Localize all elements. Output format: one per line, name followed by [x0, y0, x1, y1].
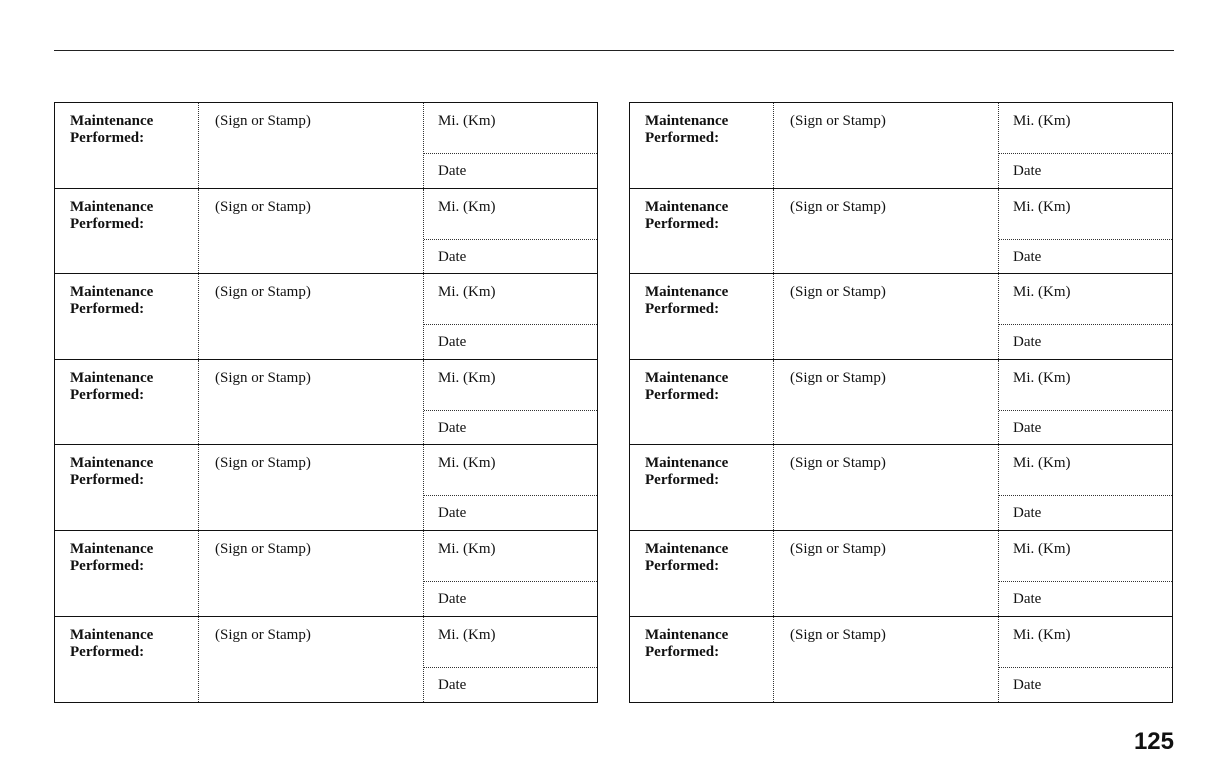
- sign-or-stamp-label: (Sign or Stamp): [790, 455, 886, 472]
- sign-or-stamp-field[interactable]: [198, 189, 423, 274]
- maintenance-performed-label: [645, 370, 728, 404]
- sign-or-stamp-field[interactable]: [773, 531, 998, 616]
- dotted-divider: [999, 667, 1172, 668]
- sign-or-stamp-label: (Sign or Stamp): [790, 626, 886, 643]
- sign-or-stamp-field[interactable]: [773, 617, 998, 703]
- mileage-label: Mi. (Km): [1013, 198, 1071, 215]
- maintenance-label-line2: Performed:: [70, 557, 145, 574]
- maintenance-performed-label: [645, 113, 728, 147]
- mileage-label: Mi. (Km): [438, 369, 496, 386]
- maintenance-log-table-left: [54, 102, 598, 703]
- sign-or-stamp-label: (Sign or Stamp): [215, 198, 311, 215]
- sign-or-stamp-label: (Sign or Stamp): [215, 626, 311, 643]
- maintenance-label-line2: Performed:: [70, 130, 145, 146]
- maintenance-label-line2: Performed:: [645, 301, 720, 318]
- date-label: Date: [1013, 334, 1042, 351]
- date-label: Date: [1013, 505, 1042, 522]
- log-entry: [630, 189, 1172, 275]
- date-label: Date: [438, 590, 467, 607]
- maintenance-label-line1: Maintenance: [70, 626, 154, 643]
- mileage-date-cell: [423, 360, 597, 445]
- mileage-label: Mi. (Km): [1013, 113, 1071, 129]
- dotted-divider: [424, 324, 597, 325]
- mileage-label: Mi. (Km): [438, 198, 496, 215]
- sign-or-stamp-field[interactable]: [773, 189, 998, 274]
- mileage-label: Mi. (Km): [438, 455, 496, 472]
- maintenance-performed-label: [70, 541, 153, 575]
- log-entry: [630, 103, 1172, 189]
- log-entry: [55, 531, 597, 617]
- maintenance-label-line1: Maintenance: [645, 540, 729, 557]
- maintenance-label-line1: Maintenance: [645, 113, 729, 129]
- log-entry: [630, 360, 1172, 446]
- mileage-label: Mi. (Km): [438, 540, 496, 557]
- maintenance-label-line1: Maintenance: [70, 455, 154, 472]
- sign-or-stamp-field[interactable]: [198, 531, 423, 616]
- dotted-divider: [999, 153, 1172, 154]
- maintenance-label-line2: Performed:: [645, 215, 720, 232]
- date-label: Date: [1013, 248, 1042, 265]
- dotted-divider: [999, 581, 1172, 582]
- maintenance-label-line1: Maintenance: [70, 198, 154, 215]
- sign-or-stamp-label: (Sign or Stamp): [215, 455, 311, 472]
- sign-or-stamp-label: (Sign or Stamp): [790, 369, 886, 386]
- mileage-date-cell: [998, 103, 1172, 188]
- maintenance-performed-label: [70, 370, 153, 404]
- date-label: Date: [438, 334, 467, 351]
- mileage-label: Mi. (Km): [438, 626, 496, 643]
- mileage-date-cell: [998, 531, 1172, 616]
- maintenance-label-line2: Performed:: [645, 130, 720, 146]
- sign-or-stamp-field[interactable]: [198, 360, 423, 445]
- dotted-divider: [999, 495, 1172, 496]
- log-entry: [630, 445, 1172, 531]
- mileage-date-cell: [423, 617, 597, 703]
- maintenance-performed-label: [645, 284, 728, 318]
- date-label: Date: [1013, 419, 1042, 436]
- mileage-date-cell: [998, 445, 1172, 530]
- maintenance-label-line1: Maintenance: [645, 455, 729, 472]
- date-label: Date: [438, 163, 467, 179]
- mileage-date-cell: [423, 445, 597, 530]
- maintenance-performed-label: [70, 284, 153, 318]
- sign-or-stamp-field[interactable]: [773, 360, 998, 445]
- maintenance-label-line2: Performed:: [645, 643, 720, 660]
- maintenance-log-table-right: [629, 102, 1173, 703]
- sign-or-stamp-label: (Sign or Stamp): [215, 540, 311, 557]
- dotted-divider: [424, 667, 597, 668]
- log-entry: [630, 274, 1172, 360]
- mileage-label: Mi. (Km): [438, 113, 496, 129]
- mileage-date-cell: [998, 189, 1172, 274]
- sign-or-stamp-field[interactable]: [198, 617, 423, 703]
- mileage-date-cell: [998, 360, 1172, 445]
- sign-or-stamp-label: (Sign or Stamp): [790, 198, 886, 215]
- maintenance-performed-label: [645, 541, 728, 575]
- sign-or-stamp-label: (Sign or Stamp): [790, 284, 886, 301]
- maintenance-label-line2: Performed:: [70, 472, 145, 489]
- sign-or-stamp-field[interactable]: [773, 445, 998, 530]
- log-entry: [55, 189, 597, 275]
- maintenance-label-line1: Maintenance: [645, 369, 729, 386]
- sign-or-stamp-label: (Sign or Stamp): [215, 369, 311, 386]
- date-label: Date: [438, 676, 467, 693]
- maintenance-label-line1: Maintenance: [645, 198, 729, 215]
- mileage-date-cell: [423, 274, 597, 359]
- sign-or-stamp-label: (Sign or Stamp): [790, 540, 886, 557]
- date-label: Date: [1013, 590, 1042, 607]
- dotted-divider: [424, 153, 597, 154]
- maintenance-label-line2: Performed:: [70, 301, 145, 318]
- mileage-date-cell: [423, 531, 597, 616]
- date-label: Date: [438, 505, 467, 522]
- sign-or-stamp-field[interactable]: [198, 445, 423, 530]
- maintenance-label-line2: Performed:: [70, 386, 145, 403]
- log-entry: [55, 360, 597, 446]
- maintenance-label-line1: Maintenance: [70, 113, 154, 129]
- dotted-divider: [424, 410, 597, 411]
- dotted-divider: [424, 581, 597, 582]
- maintenance-label-line1: Maintenance: [70, 540, 154, 557]
- maintenance-label-line1: Maintenance: [645, 626, 729, 643]
- mileage-label: Mi. (Km): [1013, 455, 1071, 472]
- mileage-label: Mi. (Km): [438, 284, 496, 301]
- top-rule: [54, 50, 1174, 51]
- mileage-label: Mi. (Km): [1013, 626, 1071, 643]
- date-label: Date: [438, 419, 467, 436]
- sign-or-stamp-label: (Sign or Stamp): [215, 113, 311, 129]
- dotted-divider: [424, 239, 597, 240]
- mileage-date-cell: [998, 617, 1172, 703]
- maintenance-performed-label: [645, 627, 728, 661]
- log-entry: [55, 103, 597, 189]
- mileage-label: Mi. (Km): [1013, 284, 1071, 301]
- maintenance-label-line1: Maintenance: [645, 284, 729, 301]
- mileage-label: Mi. (Km): [1013, 540, 1071, 557]
- date-label: Date: [438, 248, 467, 265]
- maintenance-label-line2: Performed:: [70, 215, 145, 232]
- maintenance-label-line1: Maintenance: [70, 369, 154, 386]
- maintenance-performed-label: [645, 199, 728, 233]
- log-entry: [55, 445, 597, 531]
- mileage-date-cell: [423, 103, 597, 188]
- dotted-divider: [999, 410, 1172, 411]
- maintenance-label-line1: Maintenance: [70, 284, 154, 301]
- sign-or-stamp-field[interactable]: [198, 274, 423, 359]
- sign-or-stamp-field[interactable]: [198, 103, 423, 188]
- maintenance-label-line2: Performed:: [70, 643, 145, 660]
- maintenance-label-line2: Performed:: [645, 472, 720, 489]
- sign-or-stamp-field[interactable]: [773, 274, 998, 359]
- page-number: 125: [1133, 728, 1174, 755]
- mileage-date-cell: [998, 274, 1172, 359]
- log-entry: [55, 617, 597, 703]
- log-entry: [630, 531, 1172, 617]
- log-entry: [55, 274, 597, 360]
- dotted-divider: [424, 495, 597, 496]
- dotted-divider: [999, 324, 1172, 325]
- maintenance-label-line2: Performed:: [645, 557, 720, 574]
- mileage-label: Mi. (Km): [1013, 369, 1071, 386]
- dotted-divider: [999, 239, 1172, 240]
- maintenance-label-line2: Performed:: [645, 386, 720, 403]
- maintenance-performed-label: [70, 627, 153, 661]
- maintenance-performed-label: [70, 113, 153, 147]
- sign-or-stamp-label: (Sign or Stamp): [790, 113, 886, 129]
- maintenance-performed-label: [70, 199, 153, 233]
- sign-or-stamp-field[interactable]: [773, 103, 998, 188]
- sign-or-stamp-label: (Sign or Stamp): [215, 284, 311, 301]
- maintenance-performed-label: [70, 455, 153, 489]
- mileage-date-cell: [423, 189, 597, 274]
- date-label: Date: [1013, 676, 1042, 693]
- maintenance-performed-label: [645, 455, 728, 489]
- date-label: Date: [1013, 163, 1042, 179]
- log-entry: [630, 617, 1172, 703]
